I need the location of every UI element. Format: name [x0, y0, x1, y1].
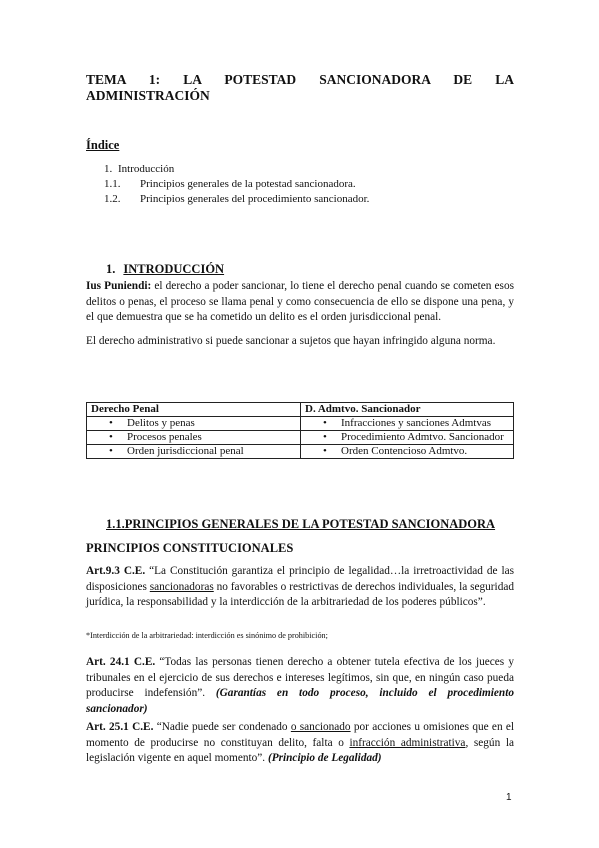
page-number: 1 — [506, 792, 512, 803]
bullet-item: • Orden Contencioso Admtvo. — [305, 445, 509, 458]
index-item — [104, 177, 504, 191]
index-item — [104, 192, 504, 206]
article-text: no favorables o restrictivas de derechos individuales, la seguridad jurídica, la responsabilidad y la interdicción de la arbitrariedad de los poderes públicos”. — [86, 580, 514, 608]
underlined-text: sancionadoras — [149, 580, 214, 593]
section-number: 1. — [106, 262, 116, 276]
table-cell — [301, 445, 514, 459]
bullet-item: • Delitos y penas — [91, 417, 296, 430]
document-title — [86, 72, 514, 104]
article-text: “La Constitución garantiza el principio de legalidad…la irretroactividad de las disposiciones — [86, 565, 514, 593]
table-cell — [301, 417, 514, 431]
table-header: Derecho Penal — [87, 403, 301, 417]
index-item-text: Principios generales del procedimiento sancionador. — [140, 193, 370, 205]
article-text: “Nadie puede ser condenado — [153, 721, 291, 733]
article-25-1-paragraph — [86, 720, 514, 767]
table-cell — [87, 445, 301, 459]
index-item — [104, 162, 504, 176]
subheading-principios-constitucionales: PRINCIPIOS CONSTITUCIONALES — [86, 541, 294, 555]
index-item-number: 1. — [104, 163, 113, 175]
title-line-1: TEMA 1: LA POTESTAD SANCIONADORA DE LA — [86, 72, 514, 87]
article-text: , según la legislación vigente en aquel momento”. — [86, 736, 514, 764]
table-row — [87, 431, 514, 445]
table-cell — [301, 431, 514, 445]
index-item-text: Principios generales de la potestad sancionadora. — [140, 178, 356, 190]
article-9-3-paragraph — [86, 564, 514, 611]
footnote: *Interdicción de la arbitrariedad: interdicción es sinónimo de prohibición; — [86, 631, 328, 640]
article-24-1-paragraph — [86, 655, 514, 717]
bullet-item: • Infracciones y sanciones Admtvas — [305, 417, 509, 430]
index-heading: Índice — [86, 138, 120, 152]
table-cell — [87, 417, 301, 431]
article-label: Art. 25.1 C.E. — [86, 721, 154, 733]
table-header: D. Admtvo. Sancionador — [301, 403, 514, 417]
index-item-number: 1.2. — [104, 193, 121, 205]
index-item-number: 1.1. — [104, 178, 121, 190]
admin-law-paragraph: El derecho administrativo si puede sancionar a sujetos que hayan infringido alguna norma. — [86, 335, 496, 347]
index-item-text: Introducción — [118, 163, 175, 175]
article-text: por acciones u omisiones que en el momento de producirse no constituyan delito, falta o — [86, 721, 515, 749]
bullet-item: • Procedimiento Admtvo. Sancionador — [305, 431, 509, 444]
table-cell — [87, 431, 301, 445]
article-label: Art. 24.1 C.E. — [86, 656, 156, 668]
section-title: INTRODUCCIÓN — [123, 262, 225, 276]
ius-puniendi-paragraph — [86, 279, 514, 326]
ius-puniendi-text: el derecho a poder sancionar, lo tiene el derecho penal cuando se cometen esos delitos o penas, el proceso se llama penal y como consecuencia de ello se dispone una pena, y el que demuestra que se ha cometido un delito es el orden jurisdiccional penal. — [86, 280, 514, 323]
table-header-row — [87, 403, 514, 417]
article-note: (Garantías en todo proceso, incluido el procedimiento sancionador) — [86, 687, 515, 715]
article-text: “Todas las personas tienen derecho a obtener tutela efectiva de los jueces y tribunales en el ejercicio de sus derechos e intereses legítimos, sin que, en ningún caso pueda producirse indefensión”. — [86, 656, 514, 699]
bullet-item: • Orden jurisdiccional penal — [91, 445, 296, 458]
article-label: Art.9.3 C.E. — [86, 565, 146, 577]
article-note: (Principio de Legalidad) — [267, 752, 382, 764]
table-row — [87, 445, 514, 459]
comparison-table — [86, 402, 514, 459]
ius-puniendi-label: Ius Puniendi: — [86, 280, 152, 292]
bullet-item: • Procesos penales — [91, 431, 296, 444]
section-heading-introduccion — [106, 262, 224, 277]
section-heading-principios — [106, 517, 495, 532]
section-title: 1.1.PRINCIPIOS GENERALES DE LA POTESTAD SANCIONADORA — [106, 517, 496, 531]
underlined-text: infracción administrativa — [349, 736, 466, 749]
table-row — [87, 417, 514, 431]
underlined-text: o sancionado — [290, 721, 351, 733]
title-line-2: ADMINISTRACIÓN — [86, 88, 210, 103]
